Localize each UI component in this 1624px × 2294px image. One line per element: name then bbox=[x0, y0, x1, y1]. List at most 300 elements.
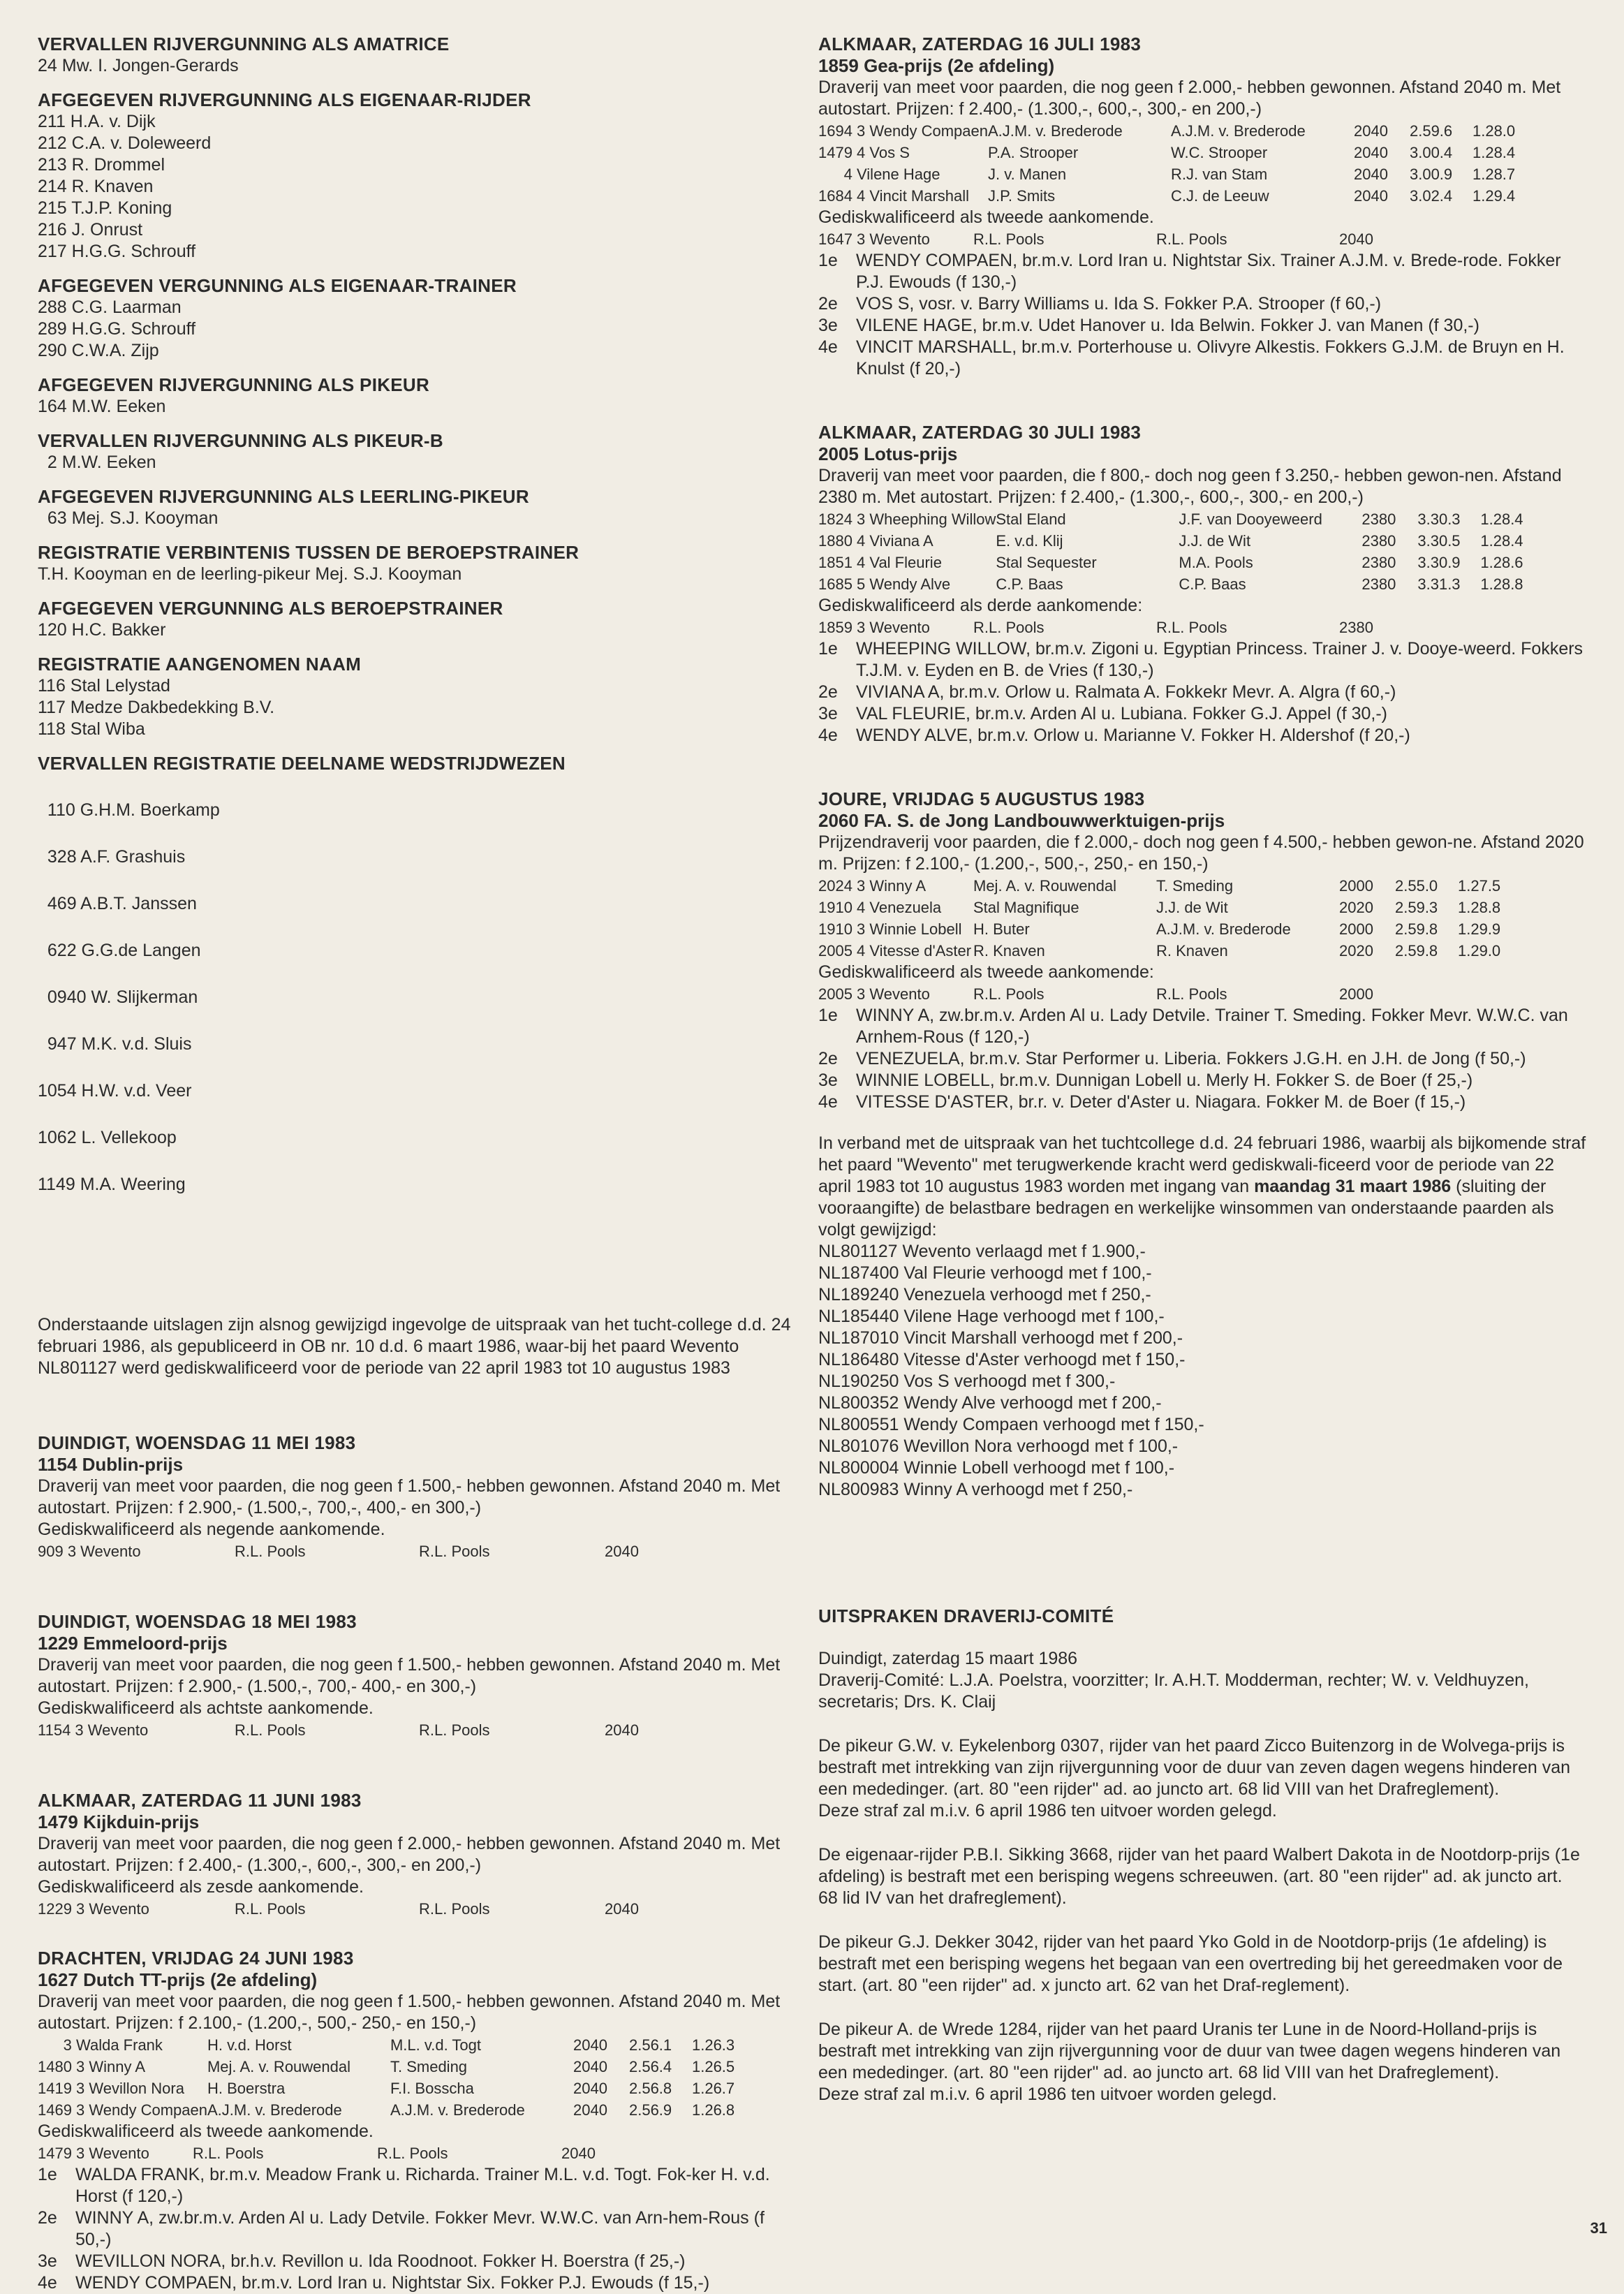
cell: 1910 3 Winnie Lobell bbox=[818, 920, 962, 938]
placing-text: VAL FLEURIE, br.m.v. Arden Al u. Lubiana. Fokker G.J. Appel (f 30,-) bbox=[856, 704, 1387, 723]
table-row bbox=[818, 185, 1535, 207]
placing-position: 1e bbox=[818, 1006, 838, 1025]
reg-heading: VERVALLEN REGISTRATIE DEELNAME WEDSTRIJDWEZEN bbox=[38, 753, 566, 774]
reg-item: 215 T.J.P. Koning bbox=[38, 198, 172, 218]
race-title: DUINDIGT, WOENSDAG 18 MEI 1983 bbox=[38, 1611, 357, 1632]
placing-text: WINNIE LOBELL, br.m.v. Dunnigan Lobell u. Merly H. Fokker S. de Boer (f 25,-) bbox=[856, 1071, 1473, 1090]
cell: J.P. Smits bbox=[987, 187, 1056, 205]
table-row bbox=[818, 552, 1543, 573]
race-title: DUINDIGT, WOENSDAG 11 MEI 1983 bbox=[38, 1432, 356, 1453]
cell: H. v.d. Horst bbox=[207, 2036, 292, 2054]
placing-position: 2e bbox=[818, 294, 838, 314]
reg-item: 24 Mw. I. Jongen-Gerards bbox=[38, 56, 239, 75]
placing-position: 3e bbox=[818, 316, 838, 335]
comite-title: UITSPRAKEN DRAVERIJ-COMITÉ bbox=[818, 1605, 1114, 1626]
reg-item: 216 J. Onrust bbox=[38, 220, 143, 240]
reg-section bbox=[38, 542, 792, 585]
cell: 2040 bbox=[1353, 187, 1388, 205]
reg-section bbox=[38, 275, 792, 362]
cell: H. Buter bbox=[973, 920, 1030, 938]
verband-date: maandag 31 maart 1986 bbox=[1254, 1177, 1452, 1196]
table-row bbox=[818, 983, 1521, 1005]
results-table bbox=[818, 508, 1543, 595]
cell: 1154 3 Wevento bbox=[38, 1721, 149, 1739]
cell: 2380 bbox=[1361, 532, 1396, 550]
race-subtitle: 1859 Gea-prijs (2e afdeling) bbox=[818, 55, 1055, 76]
placing-position: 3e bbox=[818, 704, 838, 723]
race-subtitle: 1627 Dutch TT-prijs (2e afdeling) bbox=[38, 1969, 318, 1990]
reg-item: 214 R. Knaven bbox=[38, 177, 154, 196]
cell: 3.30.3 bbox=[1417, 510, 1461, 528]
cell: R.L. Pools bbox=[419, 1721, 490, 1739]
cell: R.L. Pools bbox=[973, 230, 1044, 248]
page-number: 31 bbox=[1590, 2219, 1607, 2237]
cell bbox=[1395, 983, 1458, 1005]
cell: A.J.M. v. Brederode bbox=[987, 122, 1123, 140]
race-section bbox=[818, 422, 1586, 747]
disqualification-row bbox=[818, 983, 1521, 1005]
cell: 2040 bbox=[1353, 144, 1388, 161]
change-item: NL800004 Winnie Lobell verhoogd met f 100,- bbox=[818, 1458, 1175, 1478]
race-subtitle: 1154 Dublin-prijs bbox=[38, 1454, 184, 1475]
cell: E. v.d. Klij bbox=[996, 532, 1063, 550]
cell: 2380 bbox=[1361, 575, 1396, 593]
cell: 2040 bbox=[605, 1721, 639, 1739]
race-section bbox=[38, 1432, 792, 1562]
cell: R.L. Pools bbox=[973, 619, 1044, 636]
race-section bbox=[38, 1948, 792, 2294]
race-description: Draverij van meet voor paarden, die nog geen f 1.500,- hebben gewonnen. Afstand 2040 m. Met autostart. Prijzen: f 2.900,- (1.500,-, 700,-, 400,- en 300,-) bbox=[38, 1476, 781, 1517]
placing-text: WALDA FRANK, br.m.v. Meadow Frank u. Richarda. Trainer M.L. v.d. Togt. Fok-ker H. v.d. Horst (f 120,-) bbox=[75, 2165, 770, 2206]
change-item: NL185440 Vilene Hage verhoogd met f 100,- bbox=[818, 1307, 1165, 1326]
reg-section bbox=[38, 34, 792, 77]
results-table bbox=[818, 875, 1521, 962]
disqualification-note: Gediskwalificeerd als tweede aankomende. bbox=[38, 2122, 374, 2141]
placing-entry bbox=[818, 725, 1586, 747]
placing-entry bbox=[818, 337, 1586, 380]
cell: 4 Vilene Hage bbox=[818, 166, 940, 183]
cell bbox=[1458, 617, 1521, 638]
cell: 2.59.8 bbox=[1395, 942, 1438, 959]
cell: P.A. Strooper bbox=[987, 144, 1079, 161]
cell: R.L. Pools bbox=[973, 985, 1044, 1003]
cell: 2024 3 Winny A bbox=[818, 877, 927, 895]
disqualification-row bbox=[38, 1898, 639, 1920]
change-item: NL801127 Wevento verlaagd met f 1.900,- bbox=[818, 1242, 1146, 1261]
placing-text: VILENE HAGE, br.m.v. Udet Hanover u. Ida Belwin. Fokker J. van Manen (f 30,-) bbox=[856, 316, 1479, 335]
table-row bbox=[818, 617, 1521, 638]
cell bbox=[1458, 228, 1521, 250]
cell: 2.56.8 bbox=[628, 2080, 672, 2097]
placing-position: 1e bbox=[818, 251, 838, 270]
table-row bbox=[818, 228, 1521, 250]
placing-entry bbox=[818, 1070, 1586, 1091]
race-title: JOURE, VRIJDAG 5 AUGUSTUS 1983 bbox=[818, 788, 1145, 809]
cell: 1479 4 Vos S bbox=[818, 144, 910, 161]
cell: 1851 4 Val Fleurie bbox=[818, 554, 942, 571]
cell: A.J.M. v. Brederode bbox=[1156, 920, 1291, 938]
cell: 1229 3 Wevento bbox=[38, 1900, 149, 1918]
cell: 1.28.6 bbox=[1480, 554, 1523, 571]
disqualification-row bbox=[38, 1719, 639, 1741]
placing-text: VENEZUELA, br.m.v. Star Performer u. Liberia. Fokkers J.G.H. en J.H. de Jong (f 50,-) bbox=[856, 1049, 1526, 1068]
change-item: NL186480 Vitesse d'Aster verhoogd met f 150,- bbox=[818, 1350, 1186, 1369]
cell: 2040 bbox=[1353, 166, 1388, 183]
reg-section bbox=[38, 486, 792, 529]
race-description: Prijzendraverij voor paarden, die f 2.000,- doch nog geen f 4.500,- hebben gewon-ne. Afstand 2020 m. Prijzen: f 2.100,- (1.200,-, 500,-, 250,- en 150,-) bbox=[818, 832, 1584, 874]
placing-text: WHEEPING WILLOW, br.m.v. Zigoni u. Egyptian Princess. Trainer J. v. Dooye-weerd. Fokkers T.J.M. v. Eyden en B. de Vries (f 130,-) bbox=[856, 639, 1584, 680]
reg-item: 328 A.F. Grashuis bbox=[38, 847, 186, 867]
placing-text: VITESSE D'ASTER, br.r. v. Deter d'Aster u. Niagara. Fokker M. de Boer (f 15,-) bbox=[856, 1092, 1466, 1112]
cell: Stal Eland bbox=[996, 510, 1066, 528]
cell: 2000 bbox=[1339, 985, 1373, 1003]
reg-item: 288 C.G. Laarman bbox=[38, 297, 182, 317]
placing-position: 4e bbox=[818, 726, 838, 745]
cell: 2040 bbox=[605, 1900, 639, 1918]
change-item: NL801076 Wevillon Nora verhoogd met f 100,- bbox=[818, 1436, 1179, 1456]
disqualification-row bbox=[38, 1541, 639, 1562]
reg-heading: REGISTRATIE VERBINTENIS TUSSEN DE BEROEPSTRAINER bbox=[38, 542, 580, 563]
cell: R. Knaven bbox=[973, 942, 1045, 959]
race-section bbox=[818, 34, 1586, 380]
cell: H. Boerstra bbox=[207, 2080, 286, 2097]
reg-section bbox=[38, 374, 792, 418]
cell: J.F. van Dooyeweerd bbox=[1179, 510, 1322, 528]
reg-item: 110 G.H.M. Boerkamp bbox=[38, 800, 220, 820]
cell: 3.31.3 bbox=[1417, 575, 1461, 593]
placing-text: WEVILLON NORA, br.h.v. Revillon u. Ida Roodnoot. Fokker H. Boerstra (f 25,-) bbox=[75, 2251, 686, 2271]
cell: 1685 5 Wendy Alve bbox=[818, 575, 951, 593]
cell: 1910 4 Venezuela bbox=[818, 899, 942, 916]
cell: 1.27.5 bbox=[1458, 877, 1501, 895]
reg-item: 1054 H.W. v.d. Veer bbox=[38, 1081, 192, 1101]
reg-item: 164 M.W. Eeken bbox=[38, 397, 166, 416]
race-title: DRACHTEN, VRIJDAG 24 JUNI 1983 bbox=[38, 1948, 354, 1969]
race-subtitle: 1229 Emmeloord-prijs bbox=[38, 1633, 228, 1654]
change-item: NL800352 Wendy Alve verhoogd met f 200,- bbox=[818, 1393, 1162, 1413]
race-subtitle: 2060 FA. S. de Jong Landbouwwerktuigen-prijs bbox=[818, 810, 1225, 831]
placing-entry bbox=[818, 250, 1586, 293]
reg-item: 2 M.W. Eeken bbox=[38, 453, 156, 472]
cell: 909 3 Wevento bbox=[38, 1543, 141, 1560]
cell: R.L. Pools bbox=[1156, 619, 1227, 636]
race-description: Draverij van meet voor paarden, die nog geen f 1.500,- hebben gewonnen. Afstand 2040 m. Met autostart. Prijzen: f 2.900,- (1.500,-, 700,- 400,- en 300,-) bbox=[38, 1655, 781, 1696]
race-subtitle: 1479 Kijkduin-prijs bbox=[38, 1811, 200, 1832]
placing-entry bbox=[818, 682, 1586, 703]
cell: C.J. de Leeuw bbox=[1170, 187, 1269, 205]
reg-item: 0940 W. Slijkerman bbox=[38, 987, 198, 1007]
cell: 1.28.4 bbox=[1480, 510, 1523, 528]
reg-item: 947 M.K. v.d. Sluis bbox=[38, 1034, 192, 1054]
reg-item: 118 Stal Wiba bbox=[38, 719, 145, 739]
cell: Stal Sequester bbox=[996, 554, 1097, 571]
cell: 1647 3 Wevento bbox=[818, 230, 930, 248]
right-column bbox=[818, 34, 1586, 2105]
cell: 1.26.8 bbox=[691, 2101, 735, 2119]
reg-item: T.H. Kooyman en de leerling-pikeur Mej. S.J. Kooyman bbox=[38, 564, 462, 584]
cell: 1480 3 Winny A bbox=[38, 2058, 146, 2075]
table-row bbox=[818, 875, 1521, 897]
change-item: NL800983 Winny A verhoogd met f 250,- bbox=[818, 1480, 1133, 1499]
cell: 1.28.4 bbox=[1472, 144, 1516, 161]
ruling-paragraph: De pikeur G.J. Dekker 3042, rijder van het paard Yko Gold in de Nootdorp-prijs (1e afdeling) is bestraft met een berisping wegens het begaan van een overtreding bij het gereedmaken voor de start. (art. 80 "een rijder" ad. x juncto art. 62 van het Draf-reglement). bbox=[818, 1932, 1563, 1995]
cell: 2005 4 Vitesse d'Aster bbox=[818, 942, 972, 959]
reg-heading: AFGEGEVEN VERGUNNING ALS EIGENAAR-TRAINER bbox=[38, 275, 517, 296]
cell: 1684 4 Vincit Marshall bbox=[818, 187, 970, 205]
cell: R.L. Pools bbox=[235, 1900, 306, 1918]
cell: A.J.M. v. Brederode bbox=[207, 2101, 342, 2119]
change-item: NL190250 Vos S verhoogd met f 300,- bbox=[818, 1372, 1116, 1391]
table-row bbox=[818, 940, 1521, 962]
cell: 2020 bbox=[1339, 942, 1373, 959]
reg-section bbox=[38, 89, 792, 263]
cell: R.L. Pools bbox=[235, 1543, 306, 1560]
reg-section bbox=[38, 654, 792, 740]
placing-entry bbox=[818, 293, 1586, 315]
table-row bbox=[38, 2034, 755, 2056]
race-section bbox=[38, 1790, 792, 1920]
table-row bbox=[818, 573, 1543, 595]
placing-text: VOS S, vosr. v. Barry Williams u. Ida S. Fokker P.A. Strooper (f 60,-) bbox=[856, 294, 1382, 314]
cell bbox=[1458, 983, 1521, 1005]
cell: F.I. Bosscha bbox=[390, 2080, 474, 2097]
cell: 1.28.8 bbox=[1480, 575, 1523, 593]
cell: 2.59.6 bbox=[1409, 122, 1453, 140]
cell: 2380 bbox=[1339, 619, 1373, 636]
cell: C.P. Baas bbox=[1179, 575, 1246, 593]
race-section bbox=[818, 788, 1586, 1113]
race-section bbox=[38, 1611, 792, 1741]
cell: 1.28.7 bbox=[1472, 166, 1516, 183]
comite-date: Duindigt, zaterdag 15 maart 1986 bbox=[818, 1649, 1078, 1668]
placing-entry bbox=[818, 638, 1586, 682]
reg-heading: AFGEGEVEN RIJVERGUNNING ALS PIKEUR bbox=[38, 374, 430, 395]
cell: 1880 4 Viviana A bbox=[818, 532, 933, 550]
cell: 1419 3 Wevillon Nora bbox=[38, 2080, 184, 2097]
cell: 2005 3 Wevento bbox=[818, 985, 930, 1003]
cell bbox=[1395, 228, 1458, 250]
placing-entry bbox=[38, 2272, 792, 2294]
cell: 2380 bbox=[1361, 554, 1396, 571]
reg-item: 622 G.G.de Langen bbox=[38, 941, 201, 960]
cell: R.L. Pools bbox=[1156, 985, 1227, 1003]
verband-text: (sluiting der vooraangifte) de belastbare bedragen en werkelijke winsommen van onderstaande paarden als volgt gewijzigd: bbox=[818, 1177, 1554, 1240]
race-description: Draverij van meet voor paarden, die nog geen f 2.000,- hebben gewonnen. Afstand 2040 m. Met autostart. Prijzen: f 2.400,- (1.300,-, 600,-, 300,- en 200,-) bbox=[818, 78, 1561, 119]
table-row bbox=[818, 897, 1521, 918]
cell: 1.28.8 bbox=[1458, 899, 1501, 916]
cell: Stal Magnifique bbox=[973, 899, 1079, 916]
comite-members: Draverij-Comité: L.J.A. Poelstra, voorzitter; Ir. A.H.T. Modderman, rechter; W. v. Veldhuyzen, secretaris; Drs. K. Claij bbox=[818, 1670, 1529, 1712]
placing-entry bbox=[818, 1048, 1586, 1070]
cell: 1.26.5 bbox=[691, 2058, 735, 2075]
cell: 1469 3 Wendy Compaen bbox=[38, 2101, 207, 2119]
race-description: Draverij van meet voor paarden, die f 800,- doch nog geen f 3.250,- hebben gewon-nen. Afstand 2380 m. Met autostart. Prijzen: f 2.400,- (1.300,-, 600,-, 300,- en 200,-) bbox=[818, 466, 1562, 507]
cell: C.P. Baas bbox=[996, 575, 1063, 593]
cell: 2040 bbox=[1353, 122, 1388, 140]
reg-item: 213 R. Drommel bbox=[38, 155, 165, 175]
cell: 2.55.0 bbox=[1395, 877, 1438, 895]
cell: 1.29.4 bbox=[1472, 187, 1516, 205]
cell bbox=[1395, 617, 1458, 638]
cell: 3.30.9 bbox=[1417, 554, 1461, 571]
cell: Mej. A. v. Rouwendal bbox=[207, 2058, 351, 2075]
disqualification-row bbox=[818, 617, 1521, 638]
placing-entry bbox=[818, 315, 1586, 337]
table-row bbox=[818, 508, 1543, 530]
cell: T. Smeding bbox=[1156, 877, 1234, 895]
cell: 1824 3 Wheephing Willow bbox=[818, 510, 996, 528]
placing-text: VIVIANA A, br.m.v. Orlow u. Ralmata A. Fokkekr Mevr. A. Algra (f 60,-) bbox=[856, 682, 1396, 702]
cell: J.J. de Wit bbox=[1156, 899, 1228, 916]
placing-entry bbox=[818, 1005, 1586, 1048]
cell: 1.29.0 bbox=[1458, 942, 1501, 959]
reg-section bbox=[38, 430, 792, 473]
cell: 2380 bbox=[1361, 510, 1396, 528]
placing-entry bbox=[38, 2251, 792, 2272]
reg-section bbox=[38, 753, 792, 1221]
cell: 2040 bbox=[573, 2036, 607, 2054]
results-table bbox=[38, 2034, 755, 2121]
reg-item: 211 H.A. v. Dijk bbox=[38, 112, 156, 131]
placing-position: 3e bbox=[38, 2251, 57, 2271]
placing-entry bbox=[818, 703, 1586, 725]
cell: R.L. Pools bbox=[1156, 230, 1227, 248]
cell: 2020 bbox=[1339, 899, 1373, 916]
cell: A.J.M. v. Brederode bbox=[1170, 122, 1306, 140]
cell: 1.26.7 bbox=[691, 2080, 735, 2097]
cell: 1694 3 Wendy Compaen bbox=[818, 122, 988, 140]
cell: 2040 bbox=[605, 1543, 639, 1560]
cell: 2040 bbox=[573, 2101, 607, 2119]
table-row bbox=[38, 2056, 755, 2078]
cell: M.A. Pools bbox=[1179, 554, 1253, 571]
reg-item: 1149 M.A. Weering bbox=[38, 1175, 186, 1194]
cell: 2.59.3 bbox=[1395, 899, 1438, 916]
table-row bbox=[818, 918, 1521, 940]
cell: 3.02.4 bbox=[1409, 187, 1453, 205]
placing-position: 4e bbox=[818, 337, 838, 357]
reg-heading: REGISTRATIE AANGENOMEN NAAM bbox=[38, 654, 362, 675]
ruling-paragraph: De pikeur G.W. v. Eykelenborg 0307, rijder van het paard Zicco Buitenzorg in de Wolvega-prijs is bestraft met intrekking van zijn rijvergunning voor de duur van zeven dagen wegens hinderen van een mededinger. (art. 80 "een rijder" ad. ao juncto art. 68 lid VIII van het Drafreglement). Deze straf zal m.i.v. 6 april 1986 ten uitvoer worden gelegd. bbox=[818, 1736, 1571, 1821]
table-row bbox=[818, 120, 1535, 142]
cell: 1479 3 Wevento bbox=[38, 2145, 149, 2162]
reg-item: 469 A.B.T. Janssen bbox=[38, 894, 197, 913]
disqualification-note: Gediskwalificeerd als zesde aankomende. bbox=[38, 1877, 364, 1897]
placing-text: WINNY A, zw.br.m.v. Arden Al u. Lady Detvile. Fokker Mevr. W.W.C. van Arn-hem-Rous (f 50,-) bbox=[75, 2208, 765, 2249]
reg-item: 1062 L. Vellekoop bbox=[38, 1128, 177, 1147]
cell: 2.56.1 bbox=[628, 2036, 672, 2054]
cell: M.L. v.d. Togt bbox=[390, 2036, 482, 2054]
changes-list bbox=[818, 1241, 1586, 1501]
cell: Mej. A. v. Rouwendal bbox=[973, 877, 1117, 895]
ruling-paragraph: De pikeur A. de Wrede 1284, rijder van het paard Uranis ter Lune in de Noord-Holland-prijs is bestraft met intrekking van zijn rijvergunning voor de duur van twee dagen wegens hinderen van een mededinger. (art. 80 "een rijder" ad. ao juncto art. 68 lid VIII van het Drafreglement). Deze straf zal m.i.v. 6 april 1986 ten uitvoer worden gelegd. bbox=[818, 2020, 1561, 2104]
results-table bbox=[818, 120, 1535, 207]
placing-position: 4e bbox=[38, 2273, 57, 2293]
disqualification-note: Gediskwalificeerd als derde aankomende: bbox=[818, 596, 1143, 615]
table-row bbox=[818, 163, 1535, 185]
cell: 3.30.5 bbox=[1417, 532, 1461, 550]
reg-section bbox=[38, 598, 792, 641]
cell: R.J. van Stam bbox=[1170, 166, 1268, 183]
placing-position: 2e bbox=[38, 2208, 57, 2228]
reg-item: 212 C.A. v. Doleweerd bbox=[38, 133, 212, 153]
placing-text: WINNY A, zw.br.m.v. Arden Al u. Lady Detvile. Trainer T. Smeding. Fokker Mevr. W.W.C. van Arnhem-Rous (f 120,-) bbox=[856, 1006, 1568, 1047]
placing-position: 1e bbox=[818, 639, 838, 659]
placing-text: VINCIT MARSHALL, br.m.v. Porterhouse u. Olivyre Alkestis. Fokkers G.J.M. de Bruyn en H. Knulst (f 20,-) bbox=[856, 337, 1565, 378]
disqualification-note: Gediskwalificeerd als achtste aankomende. bbox=[38, 1698, 374, 1718]
reg-heading: AFGEGEVEN RIJVERGUNNING ALS EIGENAAR-RIJDER bbox=[38, 89, 531, 110]
intro-paragraph: Onderstaande uitslagen zijn alsnog gewijzigd ingevolge de uitspraak van het tucht-college d.d. 24 februari 1986, als gepubliceerd in OB nr. 10 d.d. 6 maart 1986, waar-bij het paard Wevento NL801127 werd gediskwalificeerd voor de periode van 22 april 1983 tot 10 augustus 1983 bbox=[38, 1315, 791, 1378]
cell: R.L. Pools bbox=[193, 2145, 264, 2162]
disqualification-note: Gediskwalificeerd als tweede aankomende. bbox=[818, 207, 1154, 227]
race-subtitle: 2005 Lotus-prijs bbox=[818, 443, 958, 464]
reg-item: 217 H.G.G. Schrouff bbox=[38, 242, 196, 261]
cell: 2040 bbox=[573, 2080, 607, 2097]
disqualification-note: Gediskwalificeerd als negende aankomende. bbox=[38, 1520, 385, 1539]
cell: 2000 bbox=[1339, 877, 1373, 895]
cell: T. Smeding bbox=[390, 2058, 468, 2075]
cell: A.J.M. v. Brederode bbox=[390, 2101, 525, 2119]
change-item: NL187010 Vincit Marshall verhoogd met f 200,- bbox=[818, 1328, 1183, 1348]
placing-entry bbox=[818, 1091, 1586, 1113]
reg-heading: AFGEGEVEN RIJVERGUNNING ALS LEERLING-PIKEUR bbox=[38, 486, 529, 507]
reg-item: 120 H.C. Bakker bbox=[38, 620, 166, 640]
cell: 2040 bbox=[573, 2058, 607, 2075]
change-item: NL187400 Val Fleurie verhoogd met f 100,- bbox=[818, 1263, 1152, 1283]
cell: W.C. Strooper bbox=[1170, 144, 1268, 161]
disqualification-row bbox=[818, 228, 1521, 250]
cell: 1.28.0 bbox=[1472, 122, 1516, 140]
table-row bbox=[818, 142, 1535, 163]
placing-text: WENDY ALVE, br.m.v. Orlow u. Marianne V. Fokker H. Aldershof (f 20,-) bbox=[856, 726, 1410, 745]
reg-heading: AFGEGEVEN VERGUNNING ALS BEROEPSTRAINER bbox=[38, 598, 503, 619]
cell: 2.56.4 bbox=[628, 2058, 672, 2075]
reg-item: 63 Mej. S.J. Kooyman bbox=[38, 508, 219, 528]
reg-item: 290 C.W.A. Zijp bbox=[38, 341, 159, 360]
reg-item: 116 Stal Lelystad bbox=[38, 676, 170, 696]
reg-heading: VERVALLEN RIJVERGUNNING ALS PIKEUR-B bbox=[38, 430, 443, 451]
placing-position: 2e bbox=[818, 1049, 838, 1068]
cell: J.J. de Wit bbox=[1179, 532, 1251, 550]
race-title: ALKMAAR, ZATERDAG 30 JULI 1983 bbox=[818, 422, 1142, 443]
cell: 2000 bbox=[1339, 920, 1373, 938]
reg-heading: VERVALLEN RIJVERGUNNING ALS AMATRICE bbox=[38, 34, 450, 54]
ruling-paragraph: De eigenaar-rijder P.B.I. Sikking 3668, rijder van het paard Walbert Dakota in de Nootdorp-prijs (1e afdeling) is bestraft met een berisping wegens schreeuwen. (art. 80 "een rijder" ad. ak juncto art. 68 lid IV van het drafreglement). bbox=[818, 1845, 1580, 1908]
cell: 2.59.8 bbox=[1395, 920, 1438, 938]
reg-item: 289 H.G.G. Schrouff bbox=[38, 319, 196, 339]
table-row bbox=[38, 2078, 755, 2099]
change-item: NL189240 Venezuela verhoogd met f 250,- bbox=[818, 1285, 1151, 1304]
verband-paragraph bbox=[818, 1133, 1586, 1241]
cell: 1859 3 Wevento bbox=[818, 619, 930, 636]
cell: 1.29.9 bbox=[1458, 920, 1501, 938]
cell: 3.00.4 bbox=[1409, 144, 1453, 161]
race-title: ALKMAAR, ZATERDAG 16 JULI 1983 bbox=[818, 34, 1142, 54]
cell: R.L. Pools bbox=[419, 1543, 490, 1560]
table-row bbox=[38, 2099, 755, 2121]
race-title: ALKMAAR, ZATERDAG 11 JUNI 1983 bbox=[38, 1790, 362, 1811]
placing-position: 3e bbox=[818, 1071, 838, 1090]
placing-position: 2e bbox=[818, 682, 838, 702]
placing-text: WENDY COMPAEN, br.m.v. Lord Iran u. Nightstar Six. Fokker P.J. Ewouds (f 15,-) bbox=[75, 2273, 710, 2293]
cell: 1.26.3 bbox=[691, 2036, 735, 2054]
cell: 3 Walda Frank bbox=[38, 2036, 163, 2054]
race-description: Draverij van meet voor paarden, die nog geen f 1.500,- hebben gewonnen. Afstand 2040 m. Met autostart. Prijzen: f 2.100,- (1.200,-, 500,- 250,- en 150,-) bbox=[38, 1992, 781, 2033]
cell: 3.00.9 bbox=[1409, 166, 1453, 183]
cell: 2.56.9 bbox=[628, 2101, 672, 2119]
placing-position: 1e bbox=[38, 2165, 57, 2184]
cell: R.L. Pools bbox=[235, 1721, 306, 1739]
